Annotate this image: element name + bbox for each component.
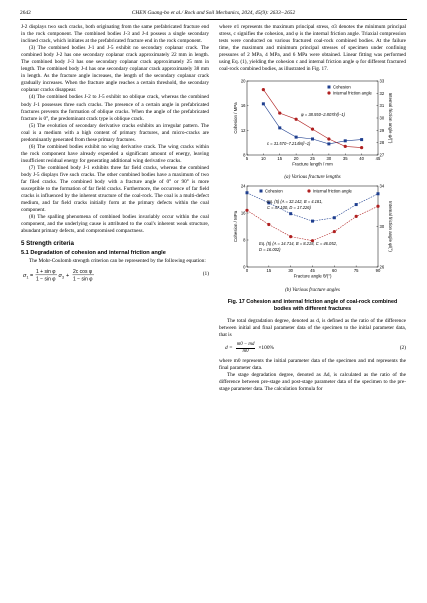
data-point xyxy=(289,213,292,216)
data-point xyxy=(377,193,380,196)
legend-label: Internal friction angle xyxy=(313,188,352,194)
y-tick-label: 0 xyxy=(243,264,246,270)
y2-tick-label: 29 xyxy=(379,128,385,134)
data-point xyxy=(311,138,314,141)
chart-fracture-length xyxy=(219,73,406,171)
paragraph: (6) The combined bodies exhibit no wing derivative crack. The wing cracks within the rock component have already expended a significant amount of energy, leaving insufficient residual energy for generating additional wing derivative cracks. xyxy=(21,143,209,164)
paragraph: (7) The combined body J-1 exhibits three far field cracks, whereas the combined body J-5 displays five such cracks. The other combined bodies have a maximum of two far filed cracks. The combined body with a fracture angle of 0° or 90° is more susceptible to the formation of far field cracks. Furthermore, the occurrence of far field cracks is influenced by the inherent structure of the coal-rock. The coal is a multi-defect medium, and far field cracks initially form at the primary defects within the coal component. xyxy=(21,164,209,214)
data-point xyxy=(360,146,363,149)
svg-text:1 + sin φ: 1 + sin φ xyxy=(36,269,56,275)
equation-2-lhs: d = xyxy=(225,344,233,351)
data-point xyxy=(327,143,330,146)
x-tick-label: 15 xyxy=(266,268,272,274)
equation-2-numerator: m0 − md xyxy=(236,341,255,347)
page-header xyxy=(20,8,407,20)
equation-2-fraction xyxy=(236,342,256,355)
legend-label: Internal friction angle xyxy=(333,90,372,96)
data-point xyxy=(311,128,314,131)
data-point xyxy=(289,235,292,238)
data-point xyxy=(311,220,314,223)
y2-tick-label: 30 xyxy=(379,224,385,230)
legend-marker xyxy=(328,86,331,89)
y2-tick-label: 34 xyxy=(379,183,385,189)
paragraph: The stage degradation degree, denoted as Δd, is calculated as the ratio of the difference between pre-stage and post-stage parameter data of the specimen to the pre-stage parameter data. The calculation formula for xyxy=(219,371,406,392)
data-point xyxy=(278,112,281,115)
y-tick-label: 8 xyxy=(243,152,246,158)
data-point xyxy=(295,118,298,121)
paragraph: (4) The combined bodies J-2 to J-5 exhibit no oblique crack, whereas the combined body J-1 possesses three such cracks. The presence of a certain angle in prefabricated fractures prevents the formation of oblique cracks. When the angle of the prefabricated fracture is 0°, the predominant crack type is oblique crack. xyxy=(21,94,209,122)
data-point xyxy=(262,103,265,106)
data-point xyxy=(344,140,347,143)
data-point xyxy=(245,209,248,212)
y2-tick-label: 27 xyxy=(379,152,385,158)
paragraph: J-2 displays two such cracks, both originating from the same prefabricated fracture end in the rock component. The combined bodies J-3 and J-4 possess a single secondary inclined crack, which initiates at the prefabricated fracture end in the rock component. xyxy=(21,24,209,45)
y-tick-label: 24 xyxy=(240,183,246,189)
fit-label: D = 16.002) xyxy=(259,247,281,253)
data-point xyxy=(376,205,379,208)
y2-tick-label: 26 xyxy=(379,264,385,270)
svg-text:σ: σ xyxy=(58,273,62,279)
svg-text:3: 3 xyxy=(62,275,64,280)
x-tick-label: 45 xyxy=(375,156,381,162)
svg-text:=: = xyxy=(30,273,34,279)
legend-marker xyxy=(307,190,310,193)
x-tick-label: 20 xyxy=(293,156,299,162)
subsection-heading: 5.1 Degradation of cohesion and internal friction angle xyxy=(21,250,166,257)
y2-axis-label: Internal friction angle φ/(°) xyxy=(388,92,393,144)
x-tick-label: 30 xyxy=(326,156,332,162)
x-tick-label: 35 xyxy=(342,156,348,162)
y-tick-label: 16 xyxy=(240,210,246,216)
svg-text:1 − sin φ: 1 − sin φ xyxy=(73,276,93,283)
equation-2-formula xyxy=(225,342,274,355)
fit-label: c = 31.570−7.214ln(l−1) xyxy=(267,141,311,147)
subcaption-a: (a) Various fracture lengths xyxy=(284,174,341,181)
svg-text:+: + xyxy=(66,273,70,279)
paragraph: (8) The spalling phenomena of combined bodies invariably occur within the coal component, and the underlying cause is attributed to the coal's inherent weak structure, abundant primary defects, and compromised compactness. xyxy=(21,214,209,235)
fit-label: φ = 38.550−2.807ln(l−1) xyxy=(301,112,345,118)
equation-2-number: (2) xyxy=(399,344,406,351)
data-point xyxy=(327,138,330,141)
section-heading: 5 Strength criteria xyxy=(21,240,74,248)
paragraph: where σ1 represents the maximum principal stress, σ3 denotes the minimum principal stress, c signifies the cohesion, and φ is the internal friction angle. Triaxial compression tests were conducted on various fractured coal-rock combined bodies. At the failure time, the maximum and minimum principal stresses of specimen under confining pressures of 2 MPa, 4 MPa, and 6 MPa were obtained. Linear fitting was performed using Eq. (1), yielding the cohesion c and internal friction angle φ for different fractured coal-rock combined bodies, as illustrated in Fig. 17. xyxy=(219,24,406,73)
data-point xyxy=(295,136,298,139)
paragraph: (3) The combined bodies J-1 and J-5 exhibit no secondary coplanar crack. The combined body J-2 has one secondary coplanar crack approximately 22 mm in length. The combined body J-3 has one secondary coplanar crack approximately 25 mm in length. The combined body J-4 has one secondary coplanar crack approximately 38 mm in length. As the fracture angle increases, the length of the secondary coplanar crack gradually increases. When the fracture angle reaches a certain threshold, the secondary coplanar cracks disappear. xyxy=(21,45,209,94)
y-tick-label: 16 xyxy=(240,103,246,109)
paragraph: The Mohr-Coulomb strength criterion can be represented by the following equation: xyxy=(29,258,206,265)
svg-text:1: 1 xyxy=(26,275,29,280)
equation-2-denominator: m0 xyxy=(242,348,249,354)
x-tick-label: 60 xyxy=(331,268,337,274)
x-tick-label: 15 xyxy=(277,156,283,162)
y-axis-label: Cohesion / MPa xyxy=(233,102,238,134)
data-point xyxy=(344,145,347,148)
y-tick-label: 20 xyxy=(240,78,246,84)
header-rule xyxy=(20,19,407,20)
x-tick-label: 90 xyxy=(375,268,381,274)
figure-caption: Fig. 17 Cohesion and internal friction angle of coal-rock combined bodies with different fractures xyxy=(227,298,398,312)
paragraph: The total degradation degree, denoted as d, is defined as the ratio of the difference between initial and final parameter data of the specimen to the initial parameter data, that is xyxy=(219,317,406,338)
y-tick-label: 12 xyxy=(240,128,246,134)
data-point xyxy=(355,215,358,218)
data-point xyxy=(360,138,363,141)
y2-tick-label: 31 xyxy=(379,103,385,109)
x-axis-label: Fracture length / mm xyxy=(292,161,333,167)
equation-1-formula xyxy=(21,267,141,283)
data-point xyxy=(278,127,281,130)
x-tick-label: 0 xyxy=(245,268,249,274)
paragraph: (5) The evolution of secondary derivative cracks exhibits an irregular pattern. The coal is a medium with a high content of primary fractures, and micro-cracks are predominantly generated from these primary fractures. xyxy=(21,122,209,143)
chart-fracture-angle xyxy=(219,181,406,284)
y2-tick-label: 30 xyxy=(379,115,385,121)
x-axis-label: Fracture angle θ/(°) xyxy=(293,273,332,279)
equation-2-tail: ×100% xyxy=(258,344,275,351)
legend-label: Cohesion xyxy=(333,84,351,90)
y-axis-label: Cohesion / MPa xyxy=(233,211,238,243)
y2-tick-label: 28 xyxy=(379,140,385,146)
x-tick-label: 5 xyxy=(245,156,249,162)
data-point xyxy=(262,88,265,91)
fit-label: C = 47.100, D = 17.226) xyxy=(267,205,311,211)
running-title: CHEN Guang-bo et al./ Rock and Soil Mechanics, 2024, 45(9): 2633−2652 xyxy=(131,10,296,16)
x-tick-label: 25 xyxy=(310,156,315,162)
subcaption-b: (b) Various fracture angles xyxy=(285,287,340,294)
legend-marker xyxy=(327,92,330,95)
x-tick-label: 45 xyxy=(310,268,315,274)
x-tick-label: 40 xyxy=(359,156,364,162)
svg-text:1 − sin φ: 1 − sin φ xyxy=(36,276,56,283)
y2-tick-label: 32 xyxy=(379,91,385,97)
y2-tick-label: 33 xyxy=(379,78,385,84)
data-point xyxy=(246,192,249,195)
svg-text:σ: σ xyxy=(23,273,27,279)
svg-text:2c cos φ: 2c cos φ xyxy=(73,269,93,275)
y-tick-label: 8 xyxy=(243,237,246,243)
data-point xyxy=(267,223,270,226)
x-tick-label: 75 xyxy=(353,268,359,274)
equation-2 xyxy=(219,341,406,356)
data-point xyxy=(333,230,336,233)
page-number: 2642 xyxy=(20,10,31,16)
x-tick-label: 30 xyxy=(288,268,294,274)
figure-17 xyxy=(219,73,406,312)
paragraph: where m0 represents the initial parameter data of the specimen and md represents the final parameter data. xyxy=(219,357,406,371)
left-column xyxy=(21,24,209,285)
x-tick-label: 10 xyxy=(261,156,266,162)
fit-label: Eq. (5) (A = 14.714, B = 8.218, C = 46.052, xyxy=(259,241,338,247)
y2-axis-label: Internal friction angle φ/(°) xyxy=(388,201,393,253)
equation-1 xyxy=(21,268,209,283)
legend-label: Cohesion xyxy=(265,188,283,194)
data-point xyxy=(355,203,358,206)
data-point xyxy=(333,217,336,220)
right-column xyxy=(219,24,406,393)
equation-1-number: (1) xyxy=(202,271,209,278)
fit-label: Eq. (5) (A = 32.142, B = 4.181, xyxy=(267,199,323,205)
legend-marker xyxy=(260,190,263,193)
